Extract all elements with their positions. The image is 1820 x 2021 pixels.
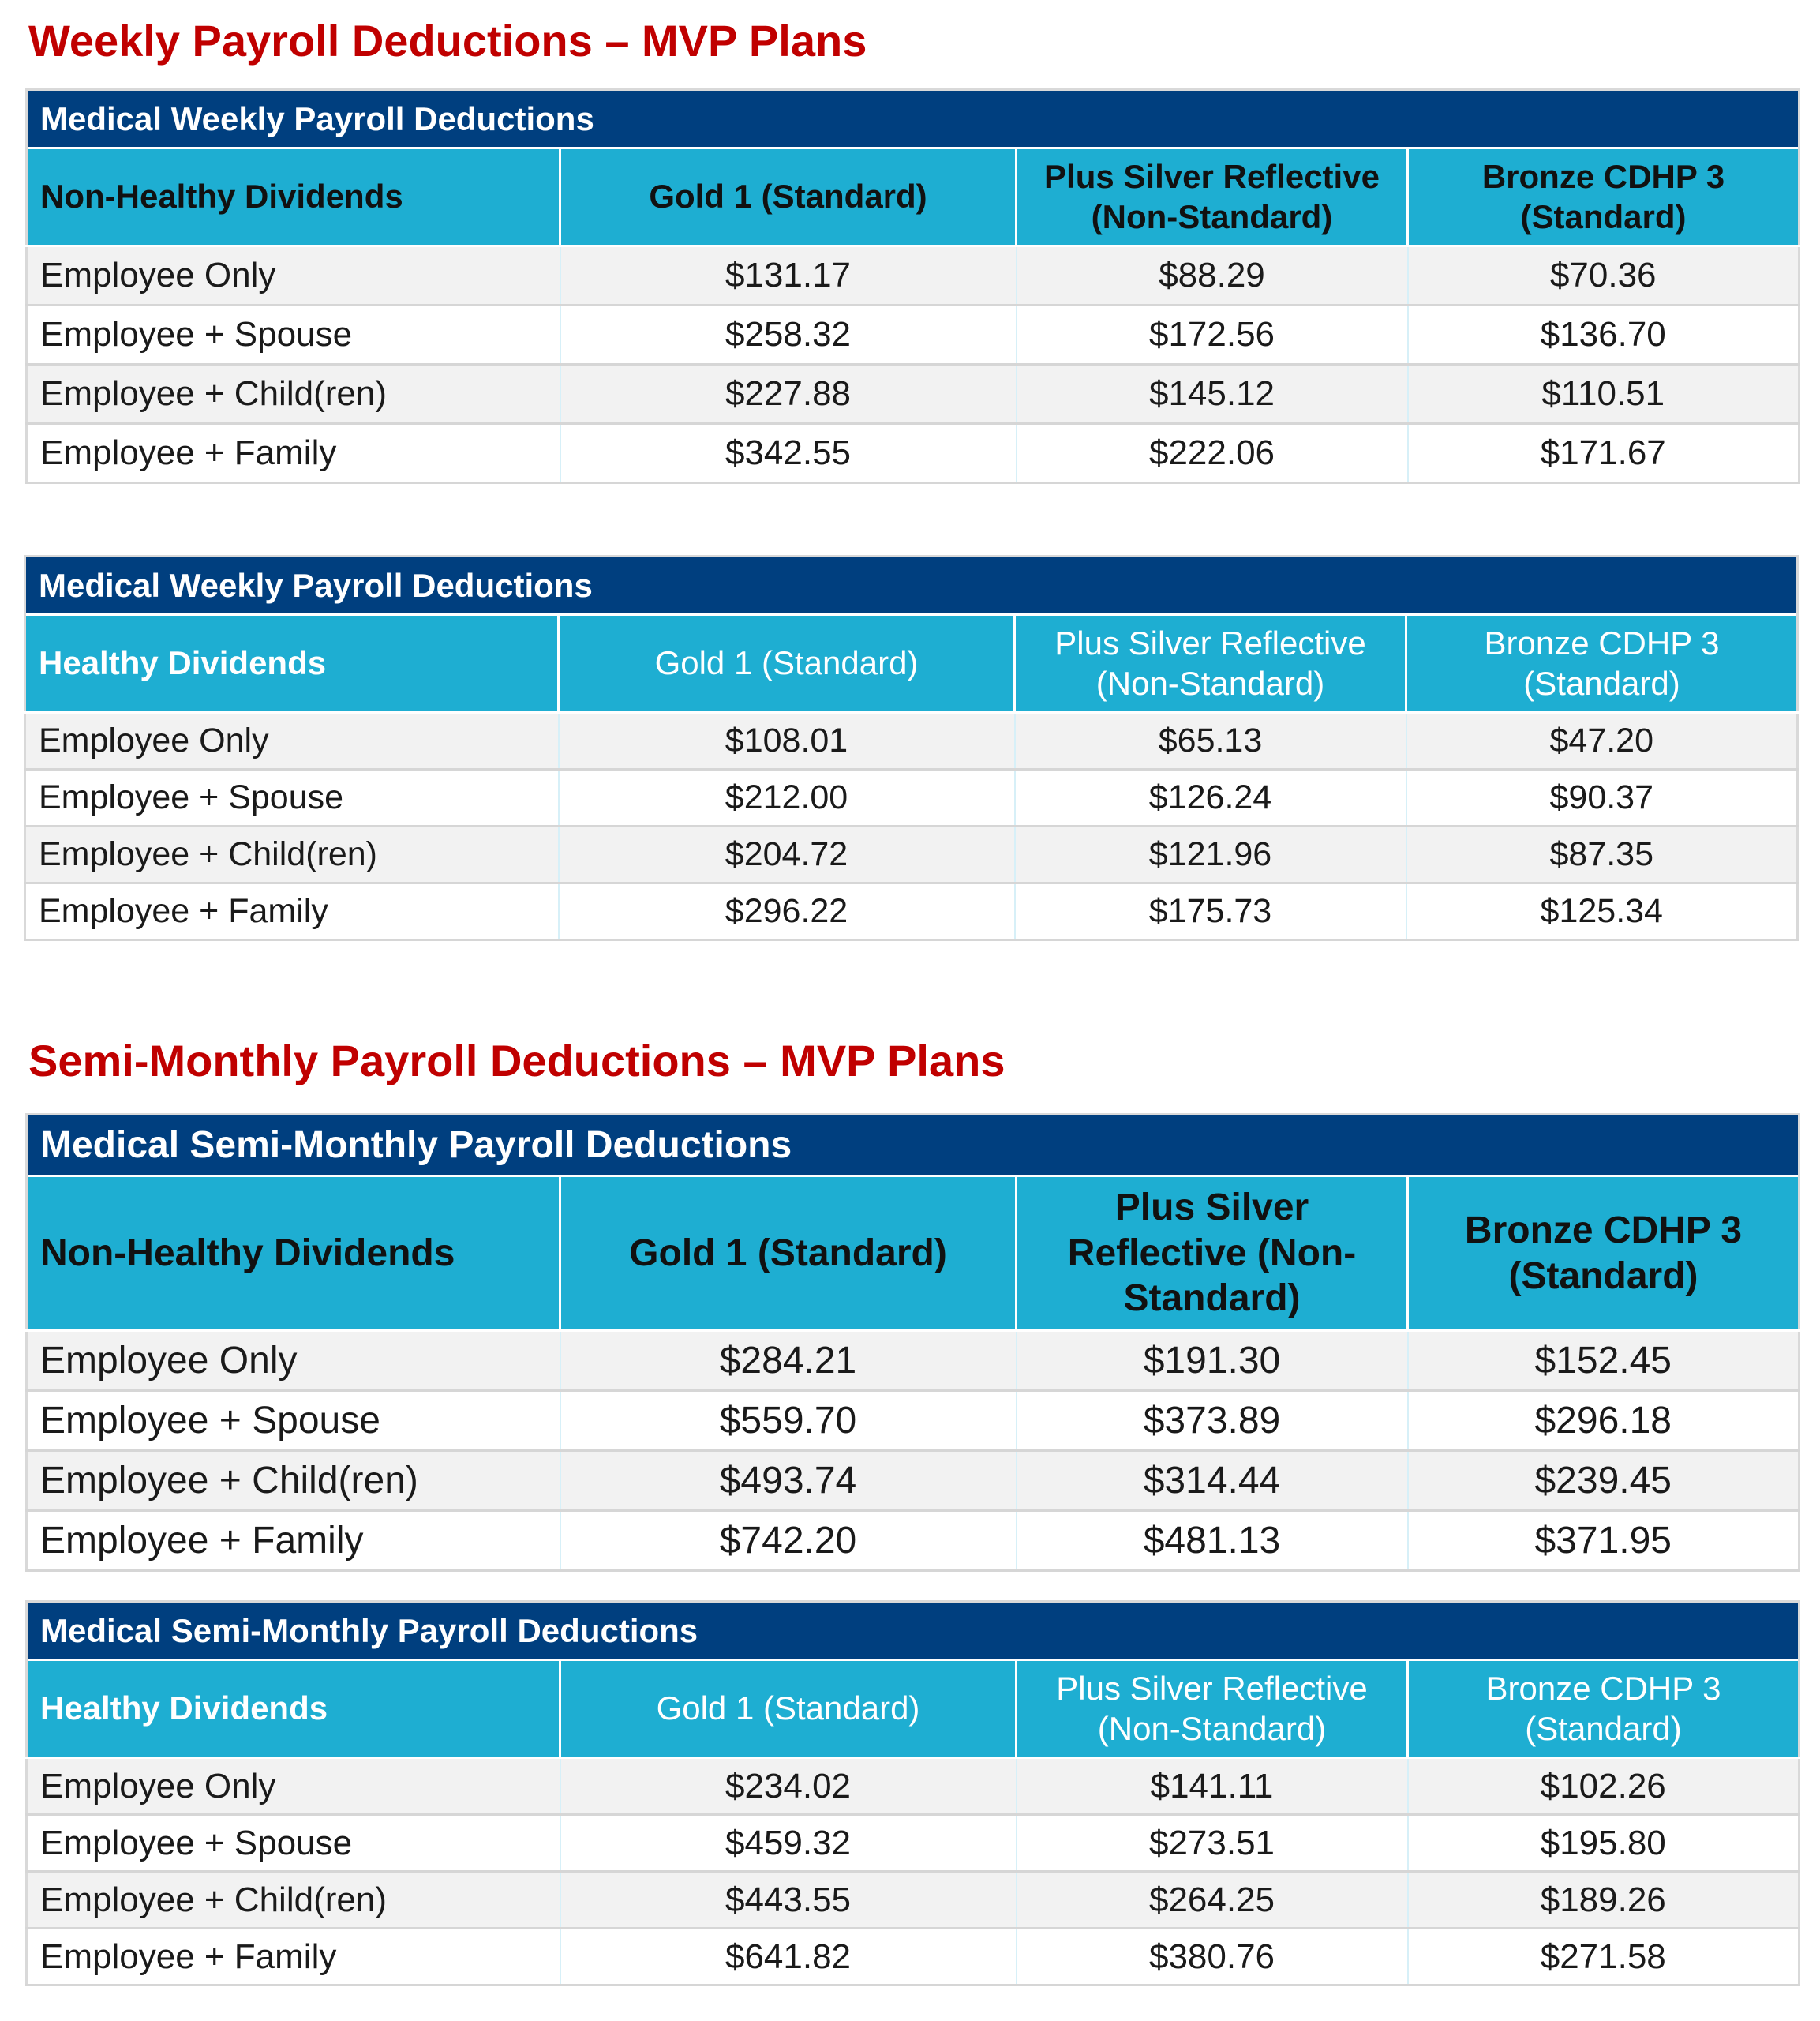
column-header-gold: Gold 1 (Standard)	[560, 148, 1017, 246]
coverage-tier-cell: Employee + Spouse	[25, 770, 559, 827]
silver-value-cell: $264.25	[1017, 1872, 1408, 1929]
weekly-section-heading: Weekly Payroll Deductions – MVP Plans	[28, 16, 867, 66]
table-title: Medical Semi-Monthly Payroll Deductions	[27, 1602, 1799, 1660]
coverage-tier-cell: Employee + Spouse	[27, 1815, 560, 1872]
coverage-tier-cell: Employee Only	[27, 1758, 560, 1815]
column-header-gold: Gold 1 (Standard)	[559, 615, 1015, 713]
coverage-tier-cell: Employee + Family	[27, 1511, 560, 1571]
table-row	[27, 1391, 1799, 1451]
column-header-silver: Plus Silver Reflective (Non-Standard)	[1015, 615, 1406, 713]
bronze-value-cell: $171.67	[1408, 424, 1799, 483]
column-header-tier: Healthy Dividends	[27, 1660, 560, 1758]
silver-value-cell: $481.13	[1017, 1511, 1408, 1571]
coverage-tier-cell: Employee Only	[27, 1331, 560, 1391]
semi-monthly-non-healthy-table	[25, 1113, 1800, 1572]
table-row	[27, 1815, 1799, 1872]
bronze-value-cell: $110.51	[1408, 365, 1799, 424]
column-header-bronze: Bronze CDHP 3 (Standard)	[1408, 1176, 1799, 1331]
gold-value-cell: $559.70	[560, 1391, 1017, 1451]
table-row	[25, 770, 1798, 827]
table-title: Medical Weekly Payroll Deductions	[25, 557, 1798, 615]
column-header-tier: Non-Healthy Dividends	[27, 148, 560, 246]
semi-monthly-section-heading: Semi-Monthly Payroll Deductions – MVP Plans	[28, 1036, 1005, 1085]
gold-value-cell: $234.02	[560, 1758, 1017, 1815]
column-header-silver: Plus Silver Reflective (Non-Standard)	[1017, 148, 1408, 246]
bronze-value-cell: $189.26	[1408, 1872, 1799, 1929]
table-row	[25, 883, 1798, 940]
silver-value-cell: $222.06	[1017, 424, 1408, 483]
bronze-value-cell: $70.36	[1408, 246, 1799, 306]
gold-value-cell: $459.32	[560, 1815, 1017, 1872]
table-row	[27, 1758, 1799, 1815]
coverage-tier-cell: Employee + Spouse	[27, 1391, 560, 1451]
column-header-gold: Gold 1 (Standard)	[560, 1176, 1017, 1331]
column-header-silver: Plus Silver Reflective (Non-Standard)	[1017, 1176, 1408, 1331]
silver-value-cell: $380.76	[1017, 1929, 1408, 1985]
gold-value-cell: $204.72	[559, 827, 1015, 883]
bronze-value-cell: $239.45	[1408, 1451, 1799, 1511]
weekly-healthy-table	[24, 555, 1799, 941]
silver-value-cell: $145.12	[1017, 365, 1408, 424]
table-row	[27, 306, 1799, 365]
bronze-value-cell: $102.26	[1408, 1758, 1799, 1815]
gold-value-cell: $212.00	[559, 770, 1015, 827]
gold-value-cell: $493.74	[560, 1451, 1017, 1511]
table-row	[27, 1929, 1799, 1985]
bronze-value-cell: $90.37	[1406, 770, 1798, 827]
gold-value-cell: $443.55	[560, 1872, 1017, 1929]
silver-value-cell: $172.56	[1017, 306, 1408, 365]
bronze-value-cell: $195.80	[1408, 1815, 1799, 1872]
semi-monthly-healthy-table	[25, 1600, 1800, 1986]
table-title: Medical Semi-Monthly Payroll Deductions	[27, 1115, 1799, 1176]
coverage-tier-cell: Employee + Family	[25, 883, 559, 940]
column-header-bronze: Bronze CDHP 3 (Standard)	[1408, 148, 1799, 246]
silver-value-cell: $88.29	[1017, 246, 1408, 306]
gold-value-cell: $258.32	[560, 306, 1017, 365]
bronze-value-cell: $125.34	[1406, 883, 1798, 940]
coverage-tier-cell: Employee + Child(ren)	[27, 1872, 560, 1929]
table-row	[27, 246, 1799, 306]
weekly-non-healthy-table	[25, 88, 1800, 484]
column-header-tier: Healthy Dividends	[25, 615, 559, 713]
silver-value-cell: $65.13	[1015, 713, 1406, 770]
table-row	[27, 1872, 1799, 1929]
silver-value-cell: $141.11	[1017, 1758, 1408, 1815]
table-row	[25, 827, 1798, 883]
bronze-value-cell: $271.58	[1408, 1929, 1799, 1985]
gold-value-cell: $227.88	[560, 365, 1017, 424]
table-row	[27, 1511, 1799, 1571]
bronze-value-cell: $136.70	[1408, 306, 1799, 365]
column-header-bronze: Bronze CDHP 3 (Standard)	[1408, 1660, 1799, 1758]
coverage-tier-cell: Employee + Child(ren)	[25, 827, 559, 883]
table-row	[27, 1331, 1799, 1391]
bronze-value-cell: $47.20	[1406, 713, 1798, 770]
silver-value-cell: $126.24	[1015, 770, 1406, 827]
coverage-tier-cell: Employee + Child(ren)	[27, 1451, 560, 1511]
table-row	[27, 1451, 1799, 1511]
silver-value-cell: $175.73	[1015, 883, 1406, 940]
bronze-value-cell: $87.35	[1406, 827, 1798, 883]
bronze-value-cell: $152.45	[1408, 1331, 1799, 1391]
gold-value-cell: $131.17	[560, 246, 1017, 306]
gold-value-cell: $108.01	[559, 713, 1015, 770]
bronze-value-cell: $296.18	[1408, 1391, 1799, 1451]
column-header-silver: Plus Silver Reflective (Non-Standard)	[1017, 1660, 1408, 1758]
gold-value-cell: $296.22	[559, 883, 1015, 940]
coverage-tier-cell: Employee Only	[25, 713, 559, 770]
table-row	[27, 365, 1799, 424]
gold-value-cell: $342.55	[560, 424, 1017, 483]
table-row	[27, 424, 1799, 483]
gold-value-cell: $742.20	[560, 1511, 1017, 1571]
silver-value-cell: $373.89	[1017, 1391, 1408, 1451]
silver-value-cell: $273.51	[1017, 1815, 1408, 1872]
column-header-tier: Non-Healthy Dividends	[27, 1176, 560, 1331]
bronze-value-cell: $371.95	[1408, 1511, 1799, 1571]
column-header-gold: Gold 1 (Standard)	[560, 1660, 1017, 1758]
table-title: Medical Weekly Payroll Deductions	[27, 90, 1799, 148]
silver-value-cell: $121.96	[1015, 827, 1406, 883]
table-row	[25, 713, 1798, 770]
gold-value-cell: $641.82	[560, 1929, 1017, 1985]
gold-value-cell: $284.21	[560, 1331, 1017, 1391]
coverage-tier-cell: Employee + Family	[27, 424, 560, 483]
column-header-bronze: Bronze CDHP 3 (Standard)	[1406, 615, 1798, 713]
coverage-tier-cell: Employee Only	[27, 246, 560, 306]
coverage-tier-cell: Employee + Family	[27, 1929, 560, 1985]
silver-value-cell: $314.44	[1017, 1451, 1408, 1511]
coverage-tier-cell: Employee + Spouse	[27, 306, 560, 365]
silver-value-cell: $191.30	[1017, 1331, 1408, 1391]
coverage-tier-cell: Employee + Child(ren)	[27, 365, 560, 424]
